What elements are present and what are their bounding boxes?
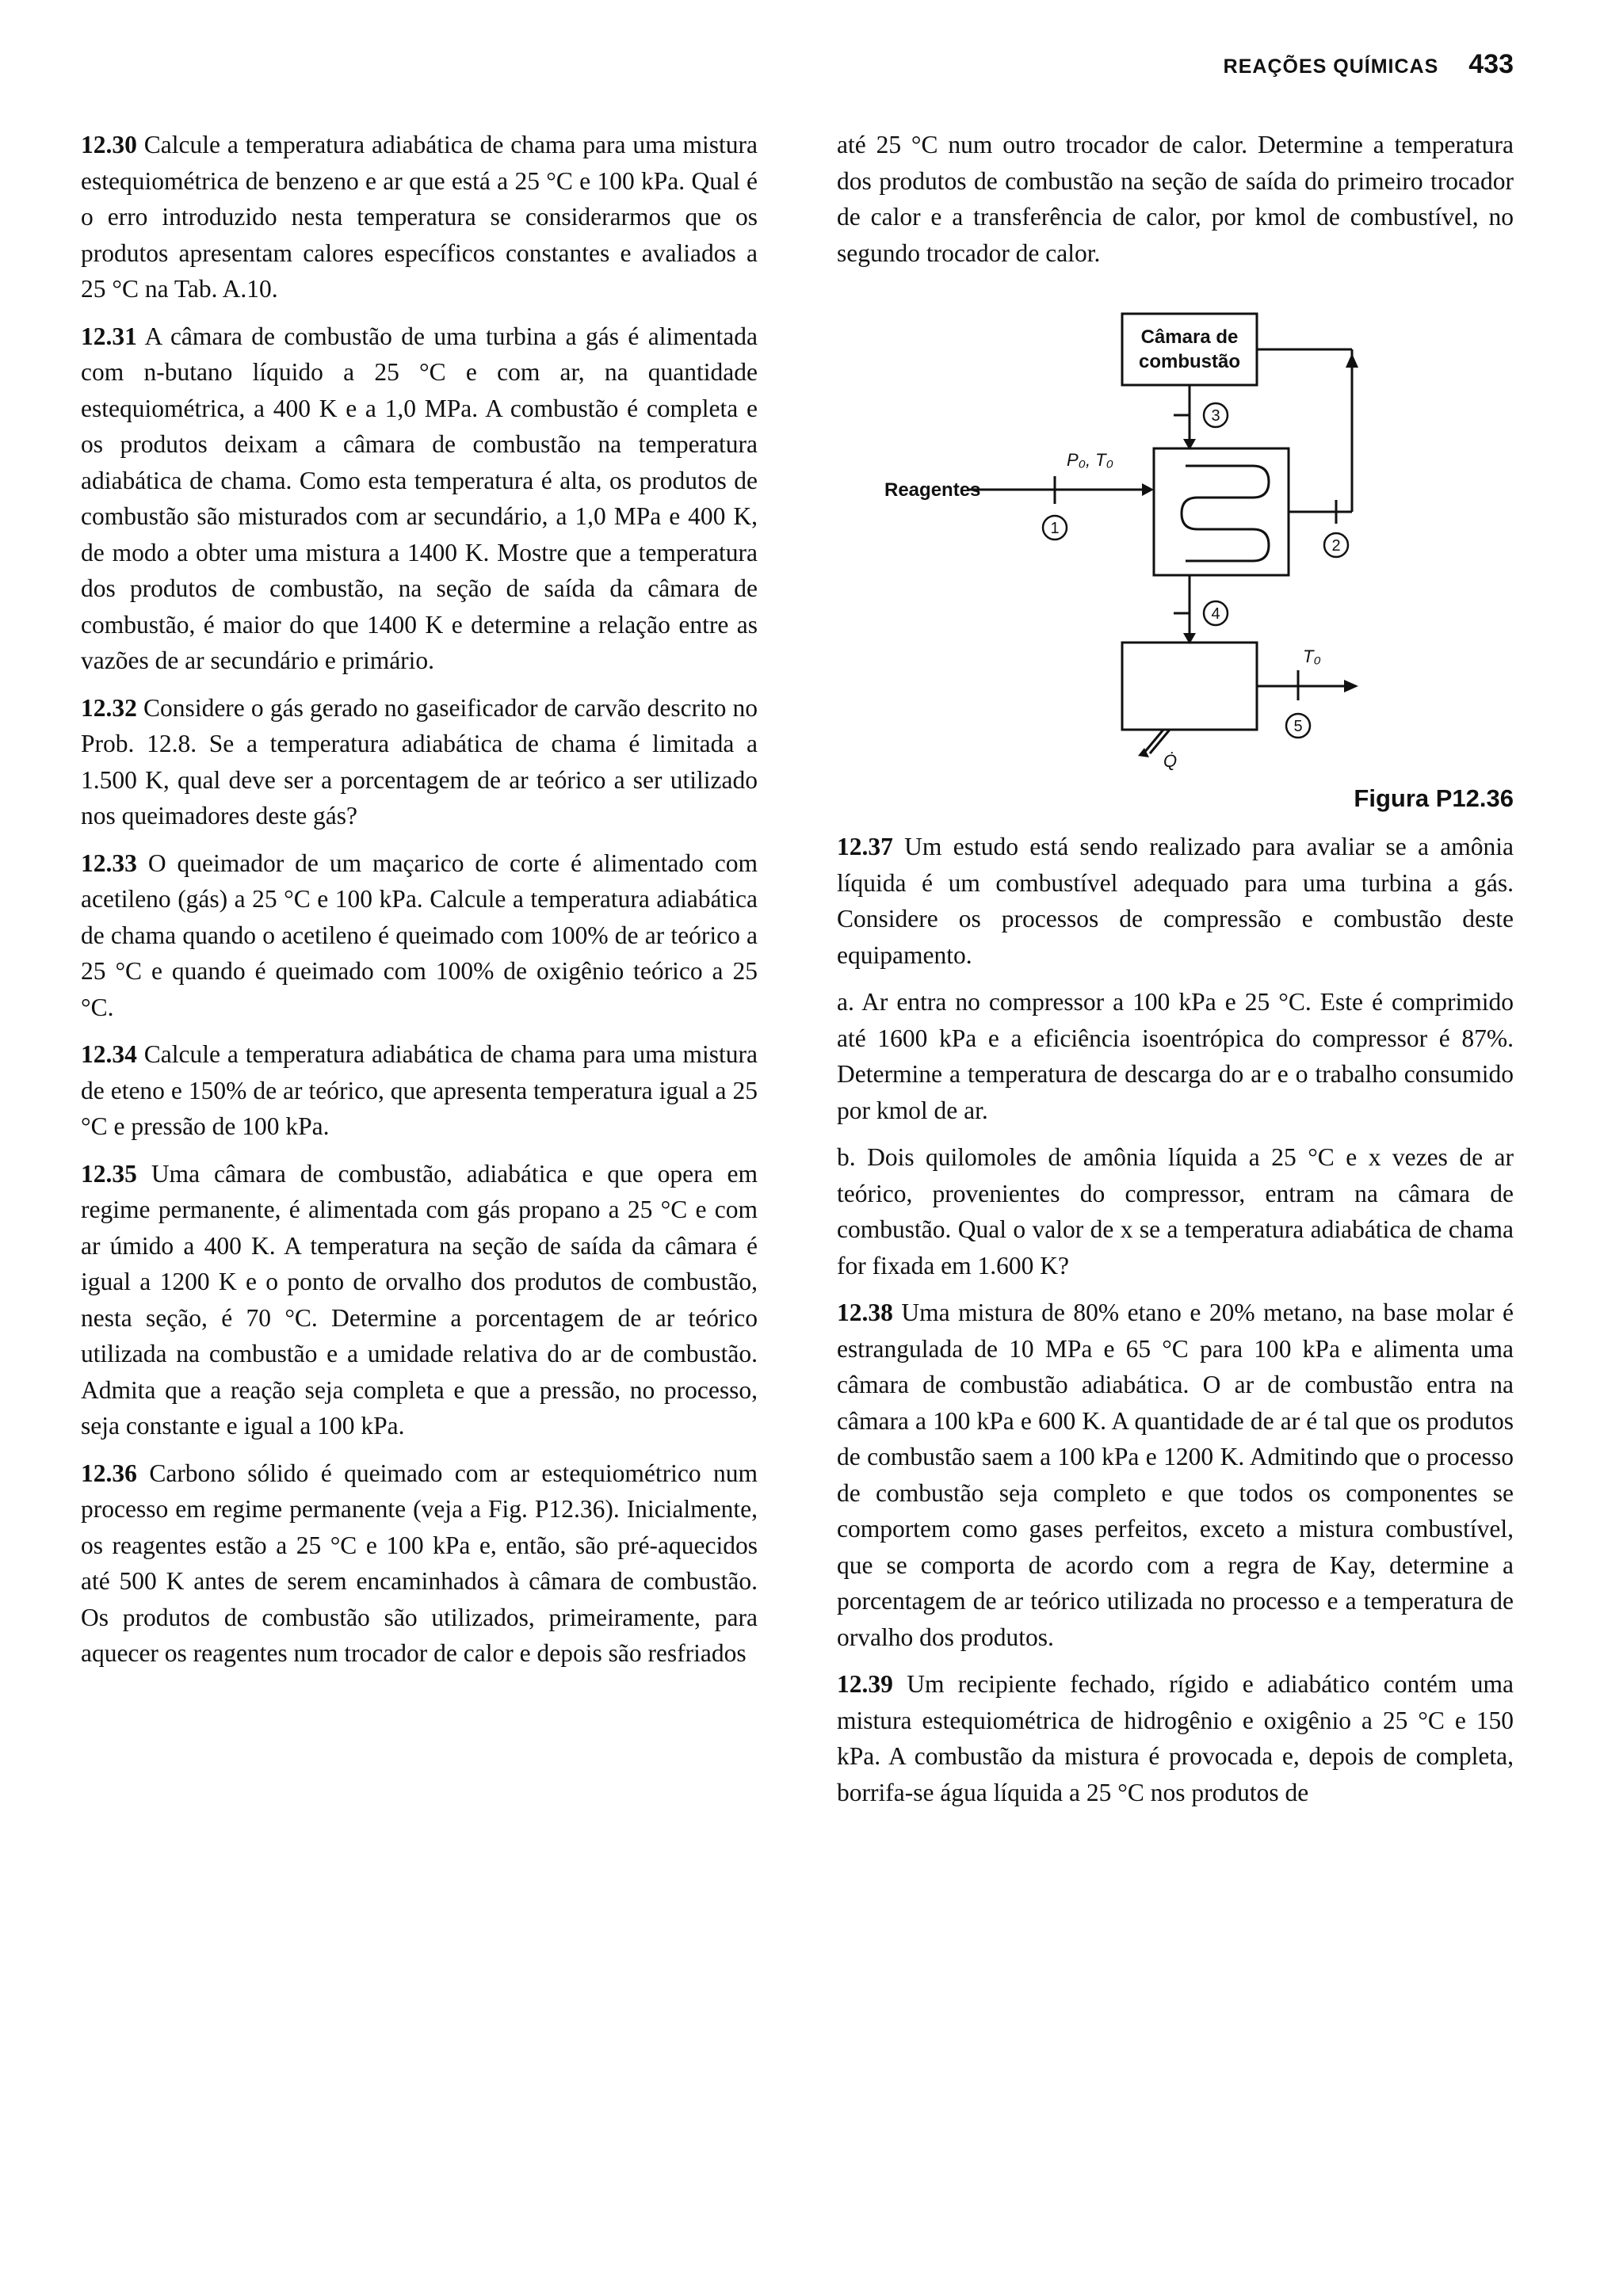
- problem-text: até 25 °C num outro trocador de calor. Determine a temperatura dos produtos de combustão na seção de saída do primeiro trocador de calor e a transferência de calor, por kmol de combustível, no segundo trocador de calor.: [837, 131, 1514, 267]
- problem-text: Carbono sólido é queimado com ar estequiométrico num processo em regime permanente (veja a Fig. P12.36). Inicialmente, os reagentes estão a 25 °C e 100 kPa e, então, são pré-aquecidos até 500 K antes de serem encaminhados à câmara de combustão. Os produtos de combustão são utilizados, primeiramente, para aquecer os reagentes num trocador de calor e depois são resfriados: [81, 1459, 758, 1667]
- left-column: [81, 127, 758, 1683]
- right-column: [837, 127, 1514, 1821]
- problem-12-33: [81, 845, 758, 1026]
- problem-12-35: [81, 1156, 758, 1444]
- problem-text: A câmara de combustão de uma turbina a gás é alimentada com n-butano líquido a 25 °C e com ar, na quantidade estequiométrica, a 400 K e a 1,0 MPa. A combustão é completa e os produtos deixam a câmara de combustão na temperatura adiabática de chama. Como esta temperatura é alta, os produtos de combustão são misturados com ar secundário, a 1,0 MPa e 400 K, de modo a obter uma mistura a 1400 K. Mostre que a temperatura dos produtos de combustão, na seção de saída da câmara de combustão, é maior do que 1400 K e determine a relação entre as vazões de ar secundário e primário.: [81, 322, 758, 674]
- problem-text: Um recipiente fechado, rígido e adiabático contém uma mistura estequiométrica de hidrogênio e oxigênio a 25 °C e 150 kPa. A combustão da mistura é provocada e, depois de completa, borrifa-se água líquida a 25 °C nos produtos de: [837, 1670, 1514, 1806]
- chamber-label-line2: combustão: [1138, 351, 1241, 372]
- problem-12-38: [837, 1295, 1514, 1655]
- figure-caption: Figura P12.36: [1354, 784, 1514, 812]
- problem-number: 12.39: [837, 1670, 893, 1698]
- problem-number: 12.36: [81, 1459, 137, 1487]
- problem-12-36-continued: [837, 127, 1514, 271]
- problem-text: Calcule a temperatura adiabática de chama para uma mistura estequiométrica de benzeno e ar que está a 25 °C e 100 kPa. Qual é o erro introduzido nesta temperatura se considerarmos que os produtos apresentam calores específicos constantes e avaliados a 25 °C na Tab. A.10.: [81, 131, 758, 303]
- problem-12-32: [81, 690, 758, 834]
- running-header: [1224, 49, 1514, 80]
- problem-12-39: [837, 1666, 1514, 1810]
- problem-text: O queimador de um maçarico de corte é alimentado com acetileno (gás) a 25 °C e 100 kPa. Calcule a temperatura adiabática de chama quando o acetileno é queimado com 100% de ar teórico a 25 °C e quando é queimado com 100% de oxigênio teórico a 25 °C.: [81, 849, 758, 1021]
- problem-text: Uma mistura de 80% etano e 20% metano, na base molar é estrangulada de 10 MPa e 65 °C para 100 kPa e alimenta uma câmara de combustão adiabática. O ar de combustão entra na câmara a 100 kPa e 600 K. A quantidade de ar é tal que os produtos de combustão saem a 100 kPa e 1200 K. Admitindo que o processo de combustão seja completo e que todos os componentes se comportem como gases perfeitos, exceto a mistura combustível, que se comporta de acordo com a regra de Kay, determine a porcentagem de ar teórico utilizada no processo e a temperatura de orvalho dos produtos.: [837, 1299, 1514, 1651]
- state-2-label: 2: [1331, 537, 1341, 555]
- arrow-state-5-out: [1344, 680, 1358, 692]
- problem-number: 12.35: [81, 1159, 137, 1188]
- state-5-label: 5: [1293, 718, 1303, 735]
- problem-number: 12.32: [81, 693, 137, 722]
- problem-text: Um estudo está sendo realizado para avaliar se a amônia líquida é um combustível adequado para uma turbina a gás. Considere os processos de compressão e combustão deste equipamento.: [837, 833, 1514, 969]
- arrow-reagents-in: [1142, 483, 1154, 496]
- chamber-label-line1: Câmara de: [1140, 326, 1239, 348]
- t0-label: T₀: [1303, 646, 1321, 666]
- reagents-label: Reagentes: [884, 479, 981, 501]
- problem-text: Calcule a temperatura adiabática de chama para uma mistura de eteno e 150% de ar teórico, que apresenta temperatura igual a 25 °C e pressão de 100 kPa.: [81, 1040, 758, 1140]
- problem-number: 12.33: [81, 849, 137, 877]
- problem-text: Uma câmara de combustão, adiabática e que opera em regime permanente, é alimentada com gás propano a 25 °C e com ar úmido a 400 K. A temperatura na seção de saída da câmara é igual a 1200 K e o ponto de orvalho dos produtos de combustão, nesta seção, é 70 °C. Determine a porcentagem de ar teórico utilizada na combustão e a umidade relativa do ar de combustão. Admita que a reação seja completa e que a pressão, no processo, seja constante e igual a 100 kPa.: [81, 1159, 758, 1440]
- problem-text: a. Ar entra no compressor a 100 kPa e 25 °C. Este é comprimido até 1600 kPa e a eficiência isoentrópica do compressor é 87%. Determine a temperatura de descarga do ar e o trabalho consumido por kmol de ar.: [837, 988, 1514, 1124]
- p0-t0-label: P₀, T₀: [1067, 450, 1113, 470]
- problem-12-37-part-b: [837, 1139, 1514, 1283]
- problem-number: 12.31: [81, 322, 137, 350]
- state-4-label: 4: [1211, 605, 1220, 623]
- problem-number: 12.38: [837, 1299, 893, 1326]
- problem-number: 12.37: [837, 833, 893, 860]
- combustion-chamber-box: [1122, 314, 1257, 385]
- problem-text: Considere o gás gerado no gaseificador de carvão descrito no Prob. 12.8. Se a temperatura adiabática de chama é limitada a 1.500 K, qual deve ser a porcentagem de ar teórico a ser utilizado nos queimadores deste gás?: [81, 693, 758, 830]
- heat-exchanger-box: [1154, 448, 1289, 575]
- problem-12-30: [81, 127, 758, 307]
- chapter-title: REAÇÕES QUÍMICAS: [1223, 55, 1439, 78]
- problem-text: b. Dois quilomoles de amônia líquida a 25 °C e x vezes de ar teórico, provenientes do compressor, entram na câmara de combustão. Qual o valor de x se a temperatura adiabática de chama for fixada em 1.600 K?: [837, 1143, 1514, 1280]
- state-1-label: 1: [1050, 520, 1060, 537]
- problem-number: 12.34: [81, 1040, 137, 1068]
- problem-12-37-part-a: [837, 984, 1514, 1128]
- problem-number: 12.30: [81, 131, 137, 158]
- heat-exchanger-coil: [1182, 466, 1269, 561]
- heat-q-label: Q̇: [1163, 751, 1178, 771]
- problem-12-34: [81, 1036, 758, 1145]
- problem-12-37: [837, 829, 1514, 973]
- problem-12-36: [81, 1455, 758, 1672]
- figure-p12-36: [837, 282, 1514, 829]
- combustion-diagram: [837, 282, 1514, 829]
- arrow-up: [1346, 353, 1358, 368]
- page-number: 433: [1468, 49, 1514, 79]
- second-heat-exchanger-box: [1122, 643, 1257, 730]
- state-3-label: 3: [1211, 407, 1220, 425]
- problem-12-31: [81, 318, 758, 679]
